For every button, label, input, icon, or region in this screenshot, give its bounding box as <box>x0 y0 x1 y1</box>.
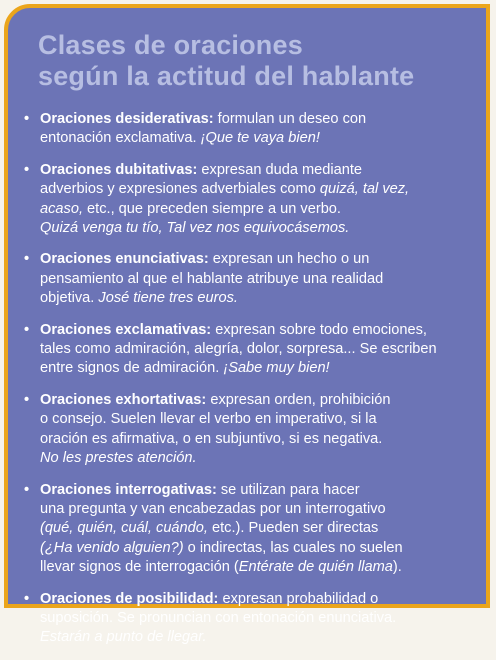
bullet-icon: • <box>24 161 30 178</box>
sentence-types-list <box>22 110 484 660</box>
description-text: formulan un deseo con <box>217 111 367 127</box>
description-text: expresan un hecho o un <box>212 251 370 268</box>
example-text: acaso, <box>40 200 83 217</box>
bullet-icon: • <box>24 111 30 127</box>
description-text: objetiva. <box>40 290 99 307</box>
info-card <box>4 4 490 646</box>
term-label: Oraciones exclamativas: <box>40 321 212 338</box>
bullet-icon: • <box>24 590 30 607</box>
example-text: (qué, quién, cuál, cuándo, <box>40 520 208 537</box>
description-text: o indirectas, las cuales no suelen <box>183 539 403 556</box>
description-text: una pregunta y van encabezadas por un interrogativo <box>40 500 386 517</box>
description-text: suposición. Se pronuncian con entonación enunciativa. <box>40 609 397 626</box>
list-item <box>22 321 484 379</box>
example-text: Estarán a punto de llegar. <box>40 629 207 646</box>
term-label: Oraciones de posibilidad: <box>40 590 219 607</box>
description-text: entre signos de admiración. <box>40 360 224 377</box>
description-text: expresan probabilidad o <box>222 590 379 607</box>
bullet-icon: • <box>24 321 30 338</box>
bullet-icon: • <box>24 391 30 408</box>
list-item <box>22 161 484 239</box>
term-label: Oraciones exhortativas: <box>40 391 207 408</box>
title-line-1: Clases de oraciones <box>38 30 303 60</box>
list-item <box>22 590 484 648</box>
example-text: quizá, tal vez, <box>319 181 410 198</box>
term-label: Oraciones enunciativas: <box>40 251 209 268</box>
description-text: expresan sobre todo emociones, <box>215 321 427 338</box>
list-item <box>22 391 484 469</box>
description-text: ). <box>392 559 402 576</box>
title-line-2: según la actitud del hablante <box>38 61 415 91</box>
bullet-icon: • <box>24 481 30 498</box>
page-title <box>38 30 414 92</box>
description-text: se utilizan para hacer <box>220 481 360 498</box>
example-text: ¡Que te vaya bien! <box>200 130 320 147</box>
description-text: tales como admiración, alegría, dolor, sorpresa... Se escriben <box>40 341 437 358</box>
description-text: expresan duda mediante <box>201 161 363 178</box>
description-text: expresan orden, prohibición <box>210 391 391 408</box>
description-text: pensamiento al que el hablante atribuye una realidad <box>40 270 384 287</box>
example-text: (¿Ha venido alguien?) <box>40 539 184 556</box>
list-item <box>22 110 484 149</box>
list-item <box>22 481 484 578</box>
example-text: Entérate de quién llama <box>238 559 393 576</box>
example-text: José tiene tres euros. <box>98 290 238 307</box>
description-text: o consejo. Suelen llevar el verbo en imperativo, si la <box>40 411 377 428</box>
example-text: Quizá venga tu tío, Tal vez nos equivocásemos. <box>40 220 350 237</box>
term-label: Oraciones desiderativas: <box>40 111 214 127</box>
description-text: etc., que preceden siempre a un verbo. <box>83 200 341 217</box>
bullet-icon: • <box>24 251 30 268</box>
term-label: Oraciones dubitativas: <box>40 161 198 178</box>
list-item <box>22 250 484 308</box>
description-text: oración es afirmativa, o en subjuntivo, si es negativa. <box>40 430 383 447</box>
example-text: ¡Sabe muy bien! <box>223 360 330 377</box>
description-text: entonación exclamativa. <box>40 130 201 147</box>
example-text: No les prestes atención. <box>40 450 197 467</box>
description-text: llevar signos de interrogación ( <box>40 559 239 576</box>
description-text: adverbios y expresiones adverbiales como <box>40 181 320 198</box>
term-label: Oraciones interrogativas: <box>40 481 217 498</box>
description-text: etc.). Pueden ser directas <box>207 520 379 537</box>
